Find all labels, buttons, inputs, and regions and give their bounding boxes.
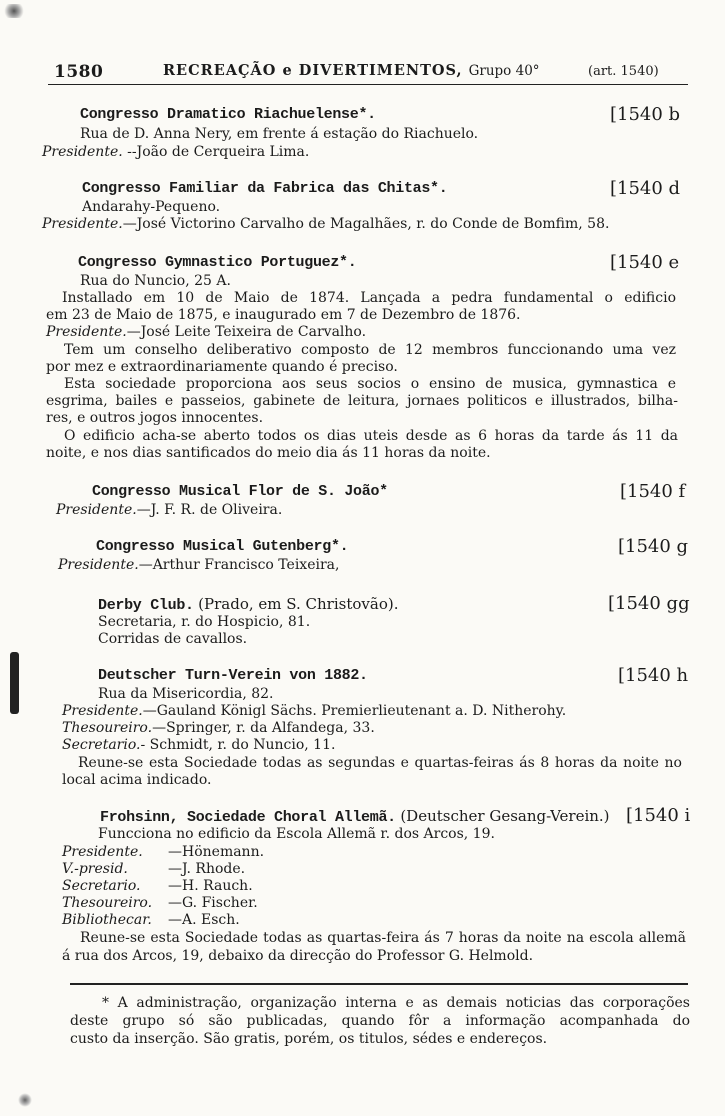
entry-name: Frohsinn, Sociedade Choral Allemã. (100, 809, 396, 826)
entry-text-line: Esta sociedade proporciona aos seus socios o ensino de musica, gymnastica e (64, 376, 676, 392)
scan-mark (18, 1093, 32, 1107)
officer-value: —Hönemann. (168, 844, 265, 860)
officer-role: Bibliothecar. (62, 912, 152, 928)
officer-value: —H. Rauch. (168, 878, 253, 894)
entry-officer (62, 844, 264, 860)
officer-value: —J. Rhode. (168, 861, 246, 877)
entry-officer (56, 502, 282, 518)
officer-value: —G. Fischer. (168, 895, 258, 911)
entry-officer (62, 912, 240, 928)
officer-role: Presidente. (56, 502, 137, 518)
entry-text-line: O edificio acha-se aberto todos os dias uteis desde as 6 horas da tarde ás 11 da (64, 428, 678, 444)
entry-officer (62, 861, 245, 877)
entry-text-line: Reune-se esta Sociedade todas as quartas-feira ás 7 horas da noite na escola allemã (80, 930, 686, 946)
entry-article: [1540 g (618, 536, 689, 557)
entry-text-line: Tem um conselho deliberativo composto de 12 membros funccionando uma vez (64, 342, 676, 358)
entry-address: Rua do Nuncio, 25 A. (80, 273, 231, 289)
entry-officer (62, 703, 566, 719)
entry-article: [1540 f (620, 481, 686, 502)
officer-value: —A. Esch. (168, 912, 240, 928)
entry-name: Deutscher Turn-Verein von 1882. (98, 667, 368, 684)
entry-name: Congresso Musical Gutenberg*. (96, 538, 349, 555)
entry-officer (62, 720, 375, 736)
running-head-article: (art. 1540) (588, 64, 659, 79)
entry-name-rest: (Prado, em S. Christovão). (198, 595, 399, 613)
entry-officer (42, 216, 609, 232)
entry-text-line: em 23 de Maio de 1875, e inaugurado em 7 de Dezembro de 1876. (46, 307, 521, 323)
entry-address: Funcciona no edificio da Escola Allemã r. dos Arcos, 19. (98, 826, 495, 842)
entry-article: [1540 h (618, 665, 689, 686)
officer-role: Presidente. (62, 844, 143, 860)
entry-name: Congresso Familiar da Fabrica das Chitas*. (82, 180, 448, 197)
footnote-line: custo da inserção. São gratis, porém, os titulos, sédes e endereços. (70, 1031, 548, 1047)
footnote-line: deste grupo só são publicadas, quando fôr a informação acompanhada do (70, 1013, 690, 1029)
entry-officer (62, 878, 253, 894)
entry-article: [1540 gg (608, 593, 690, 614)
entry-officer (42, 144, 309, 160)
entry-article: [1540 b (610, 104, 681, 125)
officer-role: Presidente. (46, 324, 127, 340)
entry-name: Congresso Musical Flor de S. João* (92, 483, 388, 500)
officer-value: —José Victorino Carvalho de Magalhães, r. do Conde de Bomfim, 58. (122, 216, 610, 232)
officer-role: V.-presid. (62, 861, 128, 877)
scan-mark (2, 4, 26, 18)
officer-role: Presidente. (42, 216, 123, 232)
officer-value: --João de Cerqueira Lima. (127, 144, 310, 160)
entry-text-line: res, e outros jogos innocentes. (46, 410, 264, 426)
running-head-group: Grupo 40° (468, 63, 540, 79)
entry-heading (98, 596, 398, 614)
entry-text-line: Corridas de cavallos. (98, 631, 248, 647)
entry-text-line: á rua dos Arcos, 19, debaixo da direcção do Professor G. Helmold. (62, 948, 534, 964)
entry-article: [1540 i (626, 805, 691, 826)
entry-officer (62, 737, 335, 753)
entry-officer (62, 895, 258, 911)
officer-value: —José Leite Teixeira de Carvalho. (126, 324, 367, 340)
entry-officer (46, 324, 366, 340)
entry-text-line: local acima indicado. (62, 772, 212, 788)
entry-text-line: por mez e extraordinariamente quando é preciso. (46, 359, 398, 375)
officer-value: —Arthur Francisco Teixeira, (138, 557, 340, 573)
officer-role: Thesoureiro. (62, 720, 153, 736)
entry-officer (58, 557, 339, 573)
officer-value: —Gauland Königl Sächs. Premierlieutenant a. D. Nitherohy. (142, 703, 567, 719)
entry-heading (100, 808, 610, 826)
entry-text-line: noite, e nos dias santificados do meio dia ás 11 horas da noite. (46, 445, 491, 461)
header-rule (48, 84, 688, 85)
officer-value: —J. F. R. de Oliveira. (136, 502, 283, 518)
entry-name-rest: (Deutscher Gesang-Verein.) (400, 807, 610, 825)
entry-address: Rua da Misericordia, 82. (98, 686, 274, 702)
running-head-title: RECREAÇÃO e DIVERTIMENTOS, (163, 62, 463, 79)
entry-text-line: esgrima, bailes e passeios, gabinete de leitura, jornaes politicos e illustrados, bilha- (46, 393, 678, 409)
page-number: 1580 (54, 62, 104, 82)
officer-role: Secretario. (62, 737, 141, 753)
entry-article: [1540 d (610, 178, 681, 199)
entry-address: Rua de D. Anna Nery, em frente á estação do Riachuelo. (80, 126, 479, 142)
officer-value: —Springer, r. da Alfandega, 33. (152, 720, 375, 736)
running-head (163, 62, 540, 79)
scan-mark (10, 652, 19, 714)
entry-text-line: Reune-se esta Sociedade todas as segundas e quartas-feiras ás 8 horas da noite no (78, 755, 682, 771)
officer-role: Thesoureiro. (62, 895, 153, 911)
entry-text-line: Secretaria, r. do Hospicio, 81. (98, 614, 311, 630)
entry-article: [1540 e (610, 252, 680, 273)
entry-address: Andarahy-Pequeno. (82, 199, 221, 215)
footnote-line: * A administração, organização interna e as demais noticias das corporações (102, 995, 690, 1011)
officer-role: Secretario. (62, 878, 141, 894)
officer-role: Presidente. (62, 703, 143, 719)
entry-text-line: Installado em 10 de Maio de 1874. Lançada a pedra fundamental o edificio (62, 290, 676, 306)
officer-value: - Schmidt, r. do Nuncio, 11. (140, 737, 336, 753)
entry-name: Congresso Gymnastico Portuguez*. (78, 254, 357, 271)
footnote-rule (70, 983, 688, 985)
entry-name: Derby Club. (98, 597, 194, 614)
officer-role: Presidente. (58, 557, 139, 573)
entry-name: Congresso Dramatico Riachuelense*. (80, 106, 376, 123)
officer-role: Presidente. (42, 144, 123, 160)
